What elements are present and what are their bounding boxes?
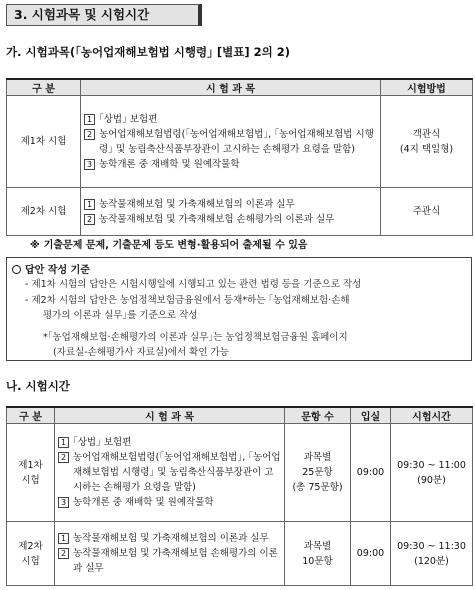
answer-guide-box bbox=[6, 257, 472, 361]
subject-text: ｢상법｣ 보험편 bbox=[73, 437, 132, 448]
list-item bbox=[84, 212, 377, 227]
guide-title bbox=[12, 261, 90, 276]
row-label: 제2차 시험 bbox=[7, 188, 81, 236]
guide-line: (자료실-손해평가사 자료실)에서 확인 가능 bbox=[53, 347, 229, 358]
guide-line: - 제2차 시험의 답안은 농업정책보험금융원에서 등재*하는 ｢농업재해보험·손해 bbox=[25, 295, 350, 306]
header-exam-time: 시험시간 bbox=[391, 407, 473, 424]
subject-text: 농작물재해보험 및 가축재해보험의 이론과 실무 bbox=[99, 198, 295, 210]
header-question-count: 문항 수 bbox=[285, 407, 351, 424]
subject-text: 농작물재해보험 및 가축재해보험 손해평가의 이론과 실무 bbox=[73, 548, 278, 574]
row-label bbox=[7, 424, 55, 522]
count-line: 과목별 bbox=[303, 452, 332, 463]
subject-cell bbox=[55, 424, 285, 522]
exam-time-cell bbox=[391, 424, 473, 522]
subject-text: 농어업재해보험법령(｢농어업재해보험법｣, ｢농어업재해보험법 시행령｣ 및 농림축산식품부장관이 고시하는 손해평가 요령을 말함) bbox=[99, 128, 374, 155]
notice-symbol: ※ bbox=[30, 240, 40, 251]
method-line: (4지 택일형) bbox=[399, 143, 454, 155]
row-label bbox=[7, 522, 55, 586]
list-item bbox=[58, 435, 281, 450]
table-row bbox=[7, 188, 473, 236]
list-item bbox=[58, 450, 281, 495]
method-cell bbox=[381, 96, 473, 188]
method-line: 객관식 bbox=[412, 128, 441, 140]
subjects-heading: 가. 시험과목(｢농어업재해보험법 시행령｣ [별표] 2의 2) bbox=[6, 45, 290, 59]
method-cell bbox=[381, 188, 473, 236]
schedule-table-header bbox=[7, 407, 473, 424]
list-item bbox=[84, 127, 377, 157]
circle-icon bbox=[12, 265, 21, 274]
subject-text: 농어업재해보험법령(｢농어업재해보험법｣, ｢농어업재해보험법 시행령｣ 및 농림축산식품부장관이 고시하는 손해평가 요령을 말함) bbox=[73, 452, 281, 493]
subjects-table bbox=[6, 78, 473, 236]
entry-time-cell: 09:00 bbox=[351, 522, 391, 586]
row-label: 제1차 시험 bbox=[7, 96, 81, 188]
header-entry-time: 입실 bbox=[351, 407, 391, 424]
exam-time-cell bbox=[391, 522, 473, 586]
item-number: 2 bbox=[84, 214, 95, 225]
subjects-table-header bbox=[7, 79, 473, 96]
subject-text: 농학개론 중 재배학 및 원예작물학 bbox=[73, 497, 214, 508]
row-label-line: 제2차 bbox=[18, 540, 43, 552]
table-row bbox=[7, 424, 473, 522]
time-line: (120분) bbox=[414, 555, 449, 567]
time-line: 09:30 ~ 11:30 bbox=[397, 540, 466, 552]
count-line: (총 75문항) bbox=[292, 482, 343, 493]
header-category: 구 분 bbox=[7, 407, 55, 424]
item-number: 3 bbox=[84, 159, 95, 170]
list-item bbox=[84, 112, 377, 127]
item-number: 1 bbox=[84, 114, 95, 125]
item-number: 1 bbox=[84, 199, 95, 210]
list-item bbox=[84, 157, 377, 172]
subject-text: 농학개론 중 재배학 및 원예작물학 bbox=[99, 158, 240, 170]
subject-cell bbox=[81, 96, 381, 188]
schedule-table bbox=[6, 406, 473, 586]
notice bbox=[30, 236, 308, 251]
subject-cell bbox=[81, 188, 381, 236]
count-line: 25문항 bbox=[302, 467, 333, 478]
header-method: 시험방법 bbox=[381, 79, 473, 96]
notice-text: 기출문제 문제, 기출문제 등도 변형·활용되어 출제될 수 있음 bbox=[43, 240, 308, 251]
list-item bbox=[58, 531, 281, 546]
subject-text: 농작물재해보험 및 가축재해보험의 이론과 실무 bbox=[73, 533, 269, 544]
header-subjects: 시 험 과 목 bbox=[81, 79, 381, 96]
guide-title-text: 답안 작성 기준 bbox=[25, 265, 90, 276]
list-item bbox=[84, 197, 377, 212]
row-label-line: 제1차 bbox=[18, 459, 43, 471]
subject-text: ｢상법｣ 보험편 bbox=[99, 113, 158, 125]
item-number: 2 bbox=[84, 129, 95, 140]
row-label-line: 시험 bbox=[21, 474, 40, 486]
header-subjects: 시 험 과 목 bbox=[55, 407, 285, 424]
guide-line: 평가의 이론과 실무｣를 기준으로 작성 bbox=[43, 310, 198, 321]
time-line: (90분) bbox=[417, 474, 446, 486]
guide-line: - 제1차 시험의 답안은 시험시행일에 시행되고 있는 관련 법령 등을 기준으로 작성 bbox=[25, 279, 362, 290]
time-line: 09:30 ~ 11:00 bbox=[397, 459, 466, 471]
guide-line: *｢농업재해보험·손해평가의 이론과 실무｣는 농업정책보험금융원 홈페이지 bbox=[43, 332, 348, 343]
subject-cell bbox=[55, 522, 285, 586]
row-label-line: 시험 bbox=[21, 555, 40, 567]
header-category: 구 분 bbox=[7, 79, 81, 96]
method-line: 주관식 bbox=[412, 206, 441, 217]
schedule-heading: 나. 시험시간 bbox=[6, 379, 70, 393]
list-item bbox=[58, 495, 281, 510]
item-number: 3 bbox=[58, 497, 69, 508]
question-count-cell bbox=[285, 522, 351, 586]
count-line: 과목별 bbox=[303, 540, 332, 552]
item-number: 2 bbox=[58, 548, 69, 559]
table-row bbox=[7, 96, 473, 188]
count-line: 10문항 bbox=[302, 555, 333, 567]
item-number: 1 bbox=[58, 533, 69, 544]
section-title: 3. 시험과목 및 시험시간 bbox=[6, 4, 202, 26]
list-item bbox=[58, 546, 281, 576]
table-row bbox=[7, 522, 473, 586]
entry-time-cell: 09:00 bbox=[351, 424, 391, 522]
item-number: 1 bbox=[58, 437, 69, 448]
item-number: 2 bbox=[58, 452, 69, 463]
subject-text: 농작물재해보험 및 가축재해보험 손해평가의 이론과 실무 bbox=[99, 213, 335, 225]
question-count-cell bbox=[285, 424, 351, 522]
